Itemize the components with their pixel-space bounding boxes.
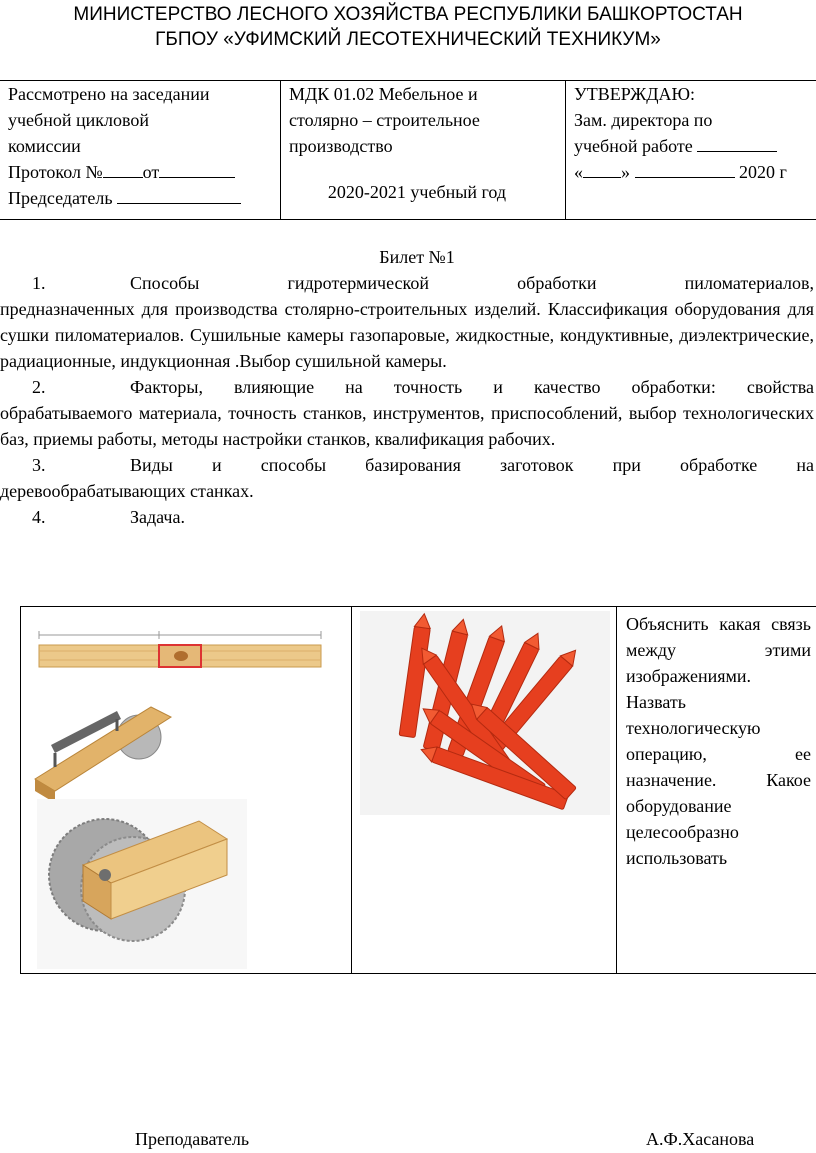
question-3 [0, 452, 814, 504]
protocol-date-blank [159, 159, 235, 178]
approve-year: 2020 г [739, 162, 787, 182]
lumber-illustrations [21, 607, 351, 969]
chair-label: Председатель [8, 188, 113, 208]
approve-line2: Зам. директора по [574, 110, 713, 130]
question-2-number: 2. [32, 377, 46, 397]
teacher-role: Преподаватель [135, 1129, 250, 1149]
marking-crayons-image [352, 607, 616, 817]
task-text-cell [617, 607, 816, 974]
question-1 [0, 270, 814, 374]
question-4-number: 4. [32, 507, 46, 527]
question-4 [20, 504, 814, 530]
approve-date-line [574, 159, 816, 185]
question-3-first-line [20, 452, 814, 478]
month-blank [635, 159, 735, 178]
chair-signature-blank [117, 185, 241, 204]
approve-line3-label: учебной работе [574, 136, 693, 156]
question-1-lead: Способы гидротермической обработки пиломатериалов, [130, 273, 814, 293]
commission-line2: учебной цикловой [8, 110, 149, 130]
task-table [20, 606, 816, 974]
crayons-image-cell [352, 607, 617, 974]
course-line1: МДК 01.02 Мебельное и [289, 84, 478, 104]
ministry-title: МИНИСТЕРСТВО ЛЕСНОГО ХОЗЯЙСТВА РЕСПУБЛИКИ БАШКОРТОСТАН [73, 4, 743, 25]
question-2-text: обрабатываемого материала, точность станков, инструментов, приспособлений, выбор технологических баз, приемы работы, методы настройки станков, квалификация рабочих. [0, 403, 814, 449]
approval-table [0, 80, 816, 220]
question-2 [0, 374, 814, 452]
commission-line3: комиссии [8, 136, 81, 156]
question-3-number: 3. [32, 455, 46, 475]
day-blank [583, 159, 621, 178]
deputy-signature-blank [697, 133, 777, 152]
question-2-first-line [20, 374, 814, 400]
ministry-header [0, 2, 816, 52]
course-line2: столярно – строительное [289, 110, 480, 130]
question-2-lead: Факторы, влияющие на точность и качество обработки: свойства [130, 377, 814, 397]
approve-cell [566, 81, 816, 220]
academic-year: 2020-2021 учебный год [327, 182, 507, 202]
question-3-lead: Виды и способы базирования заготовок при обработке на [130, 455, 814, 475]
protocol-from-label: от [142, 162, 160, 182]
ticket-title: Билет №1 [379, 247, 455, 267]
college-title: ГБПОУ «УФИМСКИЙ ЛЕСОТЕХНИЧЕСКИЙ ТЕХНИКУМ» [155, 29, 661, 50]
date-open-quote: « [574, 162, 583, 182]
double-saw-image [37, 799, 247, 969]
date-close-quote: » [621, 162, 630, 182]
commission-cell [0, 81, 281, 220]
teacher-name: А.Ф.Хасанова [646, 1129, 755, 1149]
course-line3: производство [289, 136, 393, 156]
question-1-first-line [20, 270, 814, 296]
approve-title: УТВЕРЖДАЮ: [574, 84, 696, 104]
marked-board-image [39, 631, 321, 667]
approve-line3 [574, 133, 816, 159]
task-instructions: Объяснить какая связь между этими изображениями. Назвать технологическую операцию, ее назначение. Какое оборудование целесообразно использовать [626, 614, 811, 868]
protocol-line [8, 159, 280, 185]
question-1-number: 1. [32, 273, 46, 293]
ticket-body [0, 244, 814, 530]
protocol-number-blank [103, 159, 143, 178]
course-cell [281, 81, 566, 220]
crosscut-saw-image [35, 707, 171, 803]
protocol-label: Протокол № [8, 162, 103, 182]
question-1-text: предназначенных для производства столярно-строительных изделий. Классификация оборудования для сушки пиломатериалов. Сушильные камеры газопаровые, жидкостные, кондуктивные, диэлектрические, радиационные, индукционная .Выбор сушильной камеры. [0, 299, 814, 371]
question-3-text: деревообрабатывающих станках. [0, 481, 254, 501]
commission-line1: Рассмотрено на заседании [8, 84, 210, 104]
lumber-images-cell [21, 607, 352, 974]
chair-line [8, 185, 280, 211]
question-4-lead: Задача. [130, 507, 185, 527]
